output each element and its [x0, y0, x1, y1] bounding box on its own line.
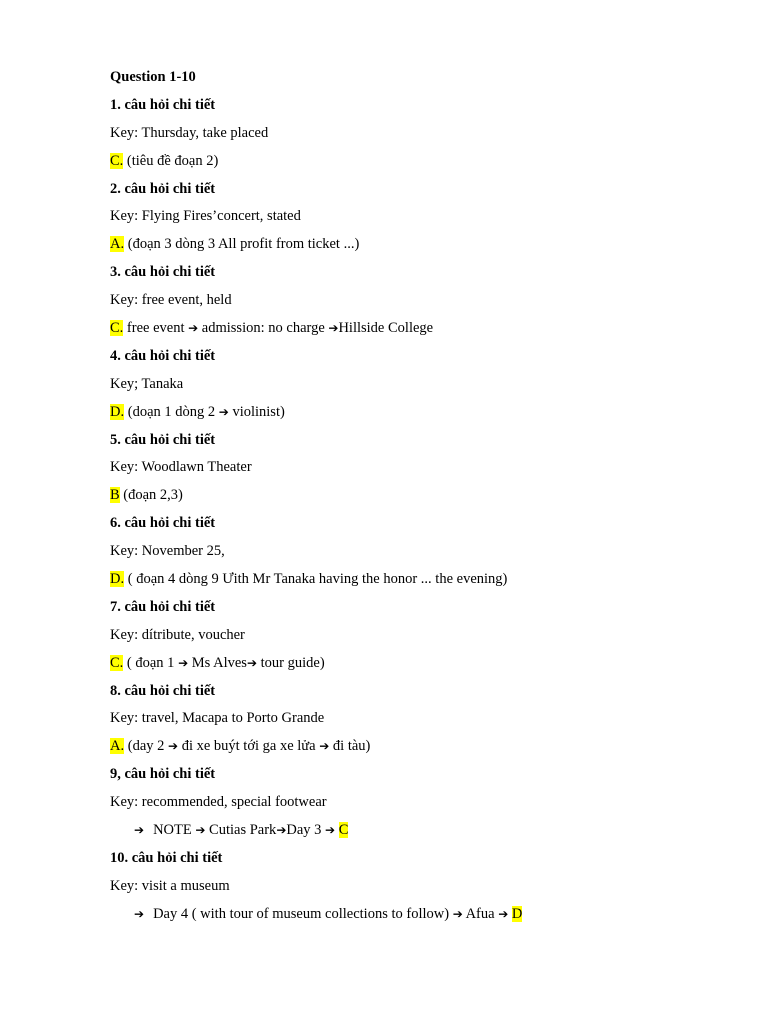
question-heading-4: 4. câu hỏi chi tiết	[110, 347, 216, 364]
answer-letter: A.	[110, 236, 125, 253]
answer-note: violinist)	[228, 403, 285, 420]
answer-note: ( đoạn 1	[123, 654, 179, 671]
document-title: Question 1-10	[110, 69, 196, 85]
question-heading-7: 7. câu hỏi chi tiết	[110, 598, 216, 615]
right-arrow-icon: ➔	[218, 404, 229, 419]
right-arrow-icon: ➔	[246, 655, 258, 670]
right-arrow-icon: ➔	[498, 906, 509, 921]
answer-note: Afua	[462, 905, 499, 922]
question-key-10: Key: visit a museum	[110, 877, 230, 894]
question-answer-1	[110, 150, 710, 178]
answer-note: Cutias Park	[205, 822, 277, 839]
answer-note: (doạn 1 dòng 2	[124, 403, 219, 420]
answer-note: đi tàu)	[329, 738, 371, 755]
question-answer-3	[110, 317, 710, 345]
answer-letter: B	[110, 487, 120, 504]
question-key-8: Key: travel, Macapa to Porto Grande	[110, 710, 325, 727]
question-heading-3: 3. câu hỏi chi tiết	[110, 264, 216, 281]
question-key-4: Key; Tanaka	[110, 375, 184, 392]
answer-note: free event	[123, 320, 189, 337]
question-heading-2: 2. câu hỏi chi tiết	[110, 180, 216, 197]
question-key-9: Key: recommended, special footwear	[110, 794, 327, 811]
answer-letter: D.	[110, 403, 125, 420]
question-heading-1: 1. câu hỏi chi tiết	[110, 96, 216, 113]
right-arrow-icon: ➔	[452, 906, 463, 921]
arrow-bullet-icon: ➔	[134, 906, 145, 921]
question-key-7: Key: dítribute, voucher	[110, 626, 245, 643]
question-heading-9: 9, câu hỏi chi tiết	[110, 766, 216, 783]
question-heading-5: 5. câu hỏi chi tiết	[110, 431, 216, 448]
answer-letter: D.	[110, 571, 125, 588]
question-answer-6	[110, 568, 710, 596]
question-key-6: Key: November 25,	[110, 543, 225, 560]
answer-note: ( đoạn 4 dòng 9 Ưith Mr Tanaka having the honor ... the evening)	[124, 571, 508, 588]
answer-note: admission: no charge	[198, 320, 329, 337]
right-arrow-icon: ➔	[328, 321, 339, 336]
answer-note: (day 2	[124, 738, 168, 755]
answer-note: Day 3	[286, 822, 326, 839]
answer-letter: D	[511, 905, 523, 922]
question-key-3: Key: free event, held	[110, 292, 232, 309]
answer-note: (đoạn 2,3)	[119, 487, 183, 504]
right-arrow-icon: ➔	[319, 739, 330, 754]
answer-letter: C.	[110, 654, 124, 671]
answer-note: đi xe buýt tới ga xe lửa	[178, 738, 320, 755]
question-heading-6: 6. câu hỏi chi tiết	[110, 515, 216, 532]
right-arrow-icon: ➔	[195, 823, 206, 838]
question-answer-7	[110, 652, 710, 680]
question-answer-8	[110, 735, 710, 763]
question-answer-9	[110, 819, 710, 847]
answer-note: tour guide)	[257, 654, 325, 671]
right-arrow-icon: ➔	[178, 655, 189, 670]
answer-note: (tiêu đề đoạn 2)	[123, 152, 219, 169]
answer-letter: C.	[110, 320, 124, 337]
question-heading-10: 10. câu hỏi chi tiết	[110, 849, 223, 866]
right-arrow-icon: ➔	[168, 739, 179, 754]
question-key-2: Key: Flying Fires’concert, stated	[110, 208, 301, 225]
answer-letter: C.	[110, 152, 124, 169]
right-arrow-icon: ➔	[188, 321, 199, 336]
question-key-5: Key: Woodlawn Theater	[110, 459, 252, 476]
arrow-bullet-icon: ➔	[134, 823, 145, 838]
question-answer-2	[110, 233, 710, 261]
question-key-1: Key: Thursday, take placed	[110, 124, 269, 141]
answer-letter: C	[338, 822, 349, 839]
answer-note: (đoạn 3 dòng 3 All profit from ticket ...)	[124, 236, 360, 253]
answer-letter: A.	[110, 738, 125, 755]
right-arrow-icon: ➔	[325, 823, 336, 838]
question-answer-4	[110, 401, 710, 429]
answer-note: Day 4 ( with tour of museum collections to follow)	[153, 905, 453, 922]
question-answer-5	[110, 484, 710, 512]
question-answer-10	[110, 903, 710, 931]
document-page	[110, 66, 710, 931]
answer-note: NOTE	[153, 822, 196, 839]
right-arrow-icon: ➔	[276, 823, 287, 838]
question-heading-8: 8. câu hỏi chi tiết	[110, 682, 216, 699]
answer-note: Hillside College	[338, 320, 434, 337]
answer-note: Ms Alves	[188, 654, 247, 671]
